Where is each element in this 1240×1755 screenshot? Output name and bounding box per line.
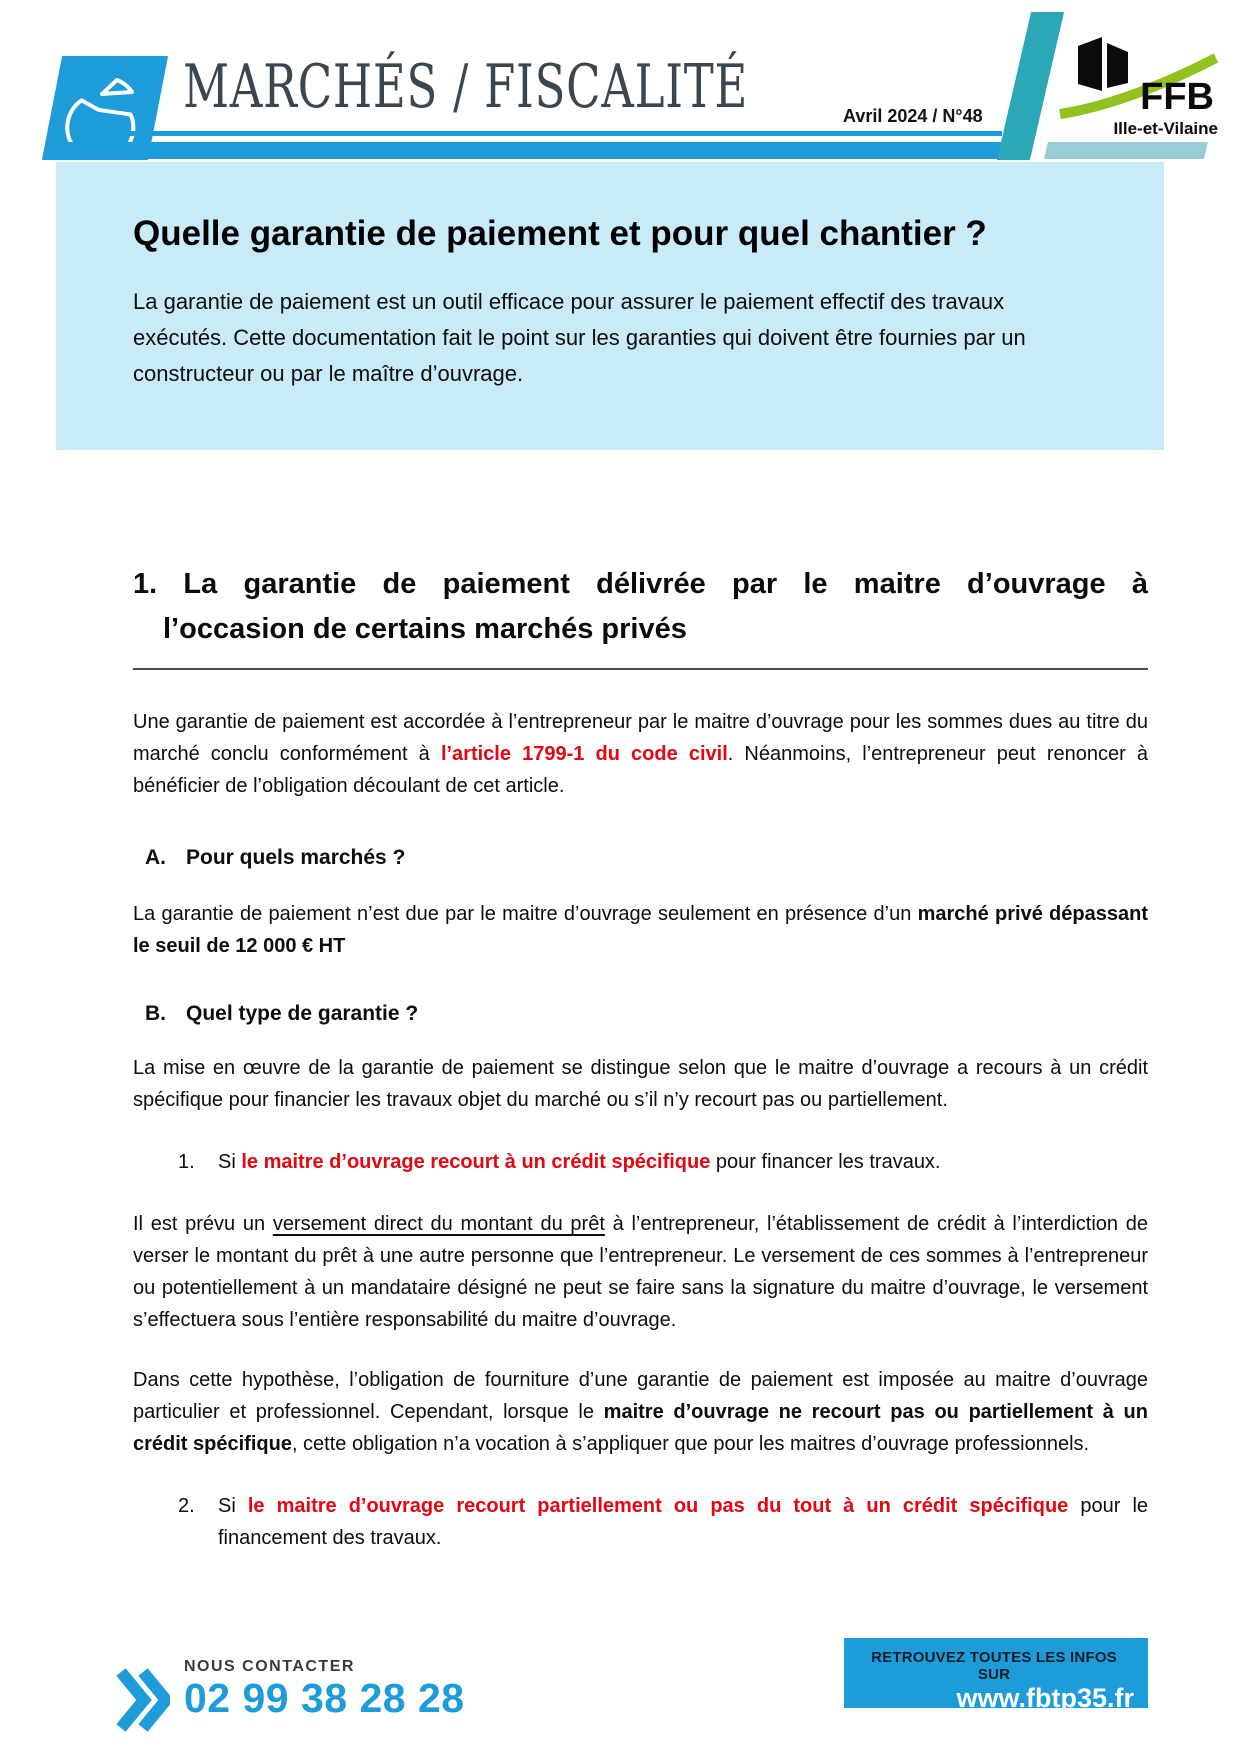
list-item-2-number: 2. [178, 1494, 195, 1517]
contact-text [184, 1658, 465, 1721]
website-banner [844, 1638, 1148, 1713]
section-divider [133, 668, 1148, 670]
subsection-a-label: A. [145, 845, 166, 869]
paragraph-4: Il est prévu un versement direct du montant du prêt à l’entrepreneur, l’établissement de crédit à l’interdiction de verser le montant du prêt à une autre personne que l’entrepreneur. Le versement de ces sommes à l’entrepreneur ou potentiellement à un mandataire désigné ne peut se faire sans la signature du maitre d’ouvrage, le versement s’effectuera sous l’entière responsabilité du maitre d’ouvrage. [133, 1212, 1148, 1331]
list-item-1-number: 1. [178, 1150, 195, 1173]
contact-block [116, 1658, 465, 1732]
ffb-logo [1058, 32, 1218, 144]
ffb-logo-region: Ille-et-Vilaine [1113, 119, 1218, 138]
list-item-2 [133, 1490, 1148, 1554]
section-title-part1: La garantie de paiement délivrée par le maitre d’ouvrage à [183, 568, 1148, 600]
section-title-part2: l’occasion de certains marchés privés [163, 612, 687, 645]
ffb-logo-text: FFB [1140, 76, 1214, 118]
intro-paragraph: La garantie de paiement est un outil efficace pour assurer le paiement effectif des travaux exécutés. Cette documentation fait le point sur les garanties qui doivent être fournies par un constructeur ou par le maître d’ouvrage. [133, 289, 1026, 386]
website-banner-label: RETROUVEZ TOUTES LES INFOS SUR [871, 1649, 1117, 1683]
list-item-2-text: Si le maitre d’ouvrage recourt partiellement ou pas du tout à un crédit spécifique pour le financement des travaux. [218, 1494, 1149, 1549]
section-number: 1. [133, 568, 158, 600]
main-content [133, 562, 1148, 1554]
header-thin-rule [98, 131, 1002, 136]
list-item-1-text: Si le maitre d’ouvrage recourt à un crédit spécifique pour financer les travaux. [218, 1150, 941, 1173]
intro-box [56, 162, 1164, 450]
document-title: Quelle garantie de paiement et pour quel chantier ? [133, 214, 987, 253]
header-teal-stripe [997, 12, 1064, 160]
paragraph-3: La mise en œuvre de la garantie de paiement se distingue selon que le maitre d’ouvrage a recours à un crédit spécifique pour financier les travaux objet du marché ou s’il n’y recourt pas ou partiellement. [133, 1056, 1148, 1111]
section-1-heading [133, 562, 1148, 652]
pie-chart-icon [64, 70, 142, 150]
list-item-1 [133, 1146, 1148, 1178]
website-link[interactable]: www.fbtp35.fr [956, 1683, 1134, 1713]
header-thick-band [52, 142, 1004, 159]
paragraph-5: Dans cette hypothèse, l’obligation de fourniture d’une garantie de paiement est imposée au maitre d’ouvrage particulier et professionnel. Cependant, lorsque le maitre d’ouvrage ne recourt pas ou partiellement à un crédit spécifique, cette obligation n’a vocation à s’appliquer que pour les maitres d’ouvrage professionnels. [133, 1368, 1148, 1455]
subsection-b-label: B. [145, 1001, 166, 1025]
page-title: MARCHÉS / FISCALITÉ [183, 52, 749, 122]
issue-date: Avril 2024 / N°48 [843, 106, 983, 126]
subsection-a-title: Pour quels marchés ? [186, 845, 406, 869]
subsection-a-heading [133, 846, 1148, 870]
header-lightteal-stripe [1044, 142, 1208, 159]
subsection-b-title: Quel type de garantie ? [186, 1001, 419, 1025]
contact-label: NOUS CONTACTER [184, 1658, 355, 1675]
paragraph-1: Une garantie de paiement est accordée à l’entrepreneur par le maitre d’ouvrage pour les sommes dues au titre du marché conclu conformément à l’article 1799-1 du code civil. Néanmoins, l’entrepreneur peut renoncer à bénéficier de l’obligation découlant de cet article. [133, 710, 1149, 797]
paragraph-2: La garantie de paiement n’est due par le maitre d’ouvrage seulement en présence d’un marché privé dépassant le seuil de 12 000 € HT [133, 902, 1148, 957]
phone-number[interactable]: 02 99 38 28 28 [184, 1675, 465, 1721]
section-1-heading-line1 [133, 562, 1148, 607]
subsection-b-heading [133, 1002, 1148, 1026]
double-chevron-icon [116, 1668, 170, 1732]
